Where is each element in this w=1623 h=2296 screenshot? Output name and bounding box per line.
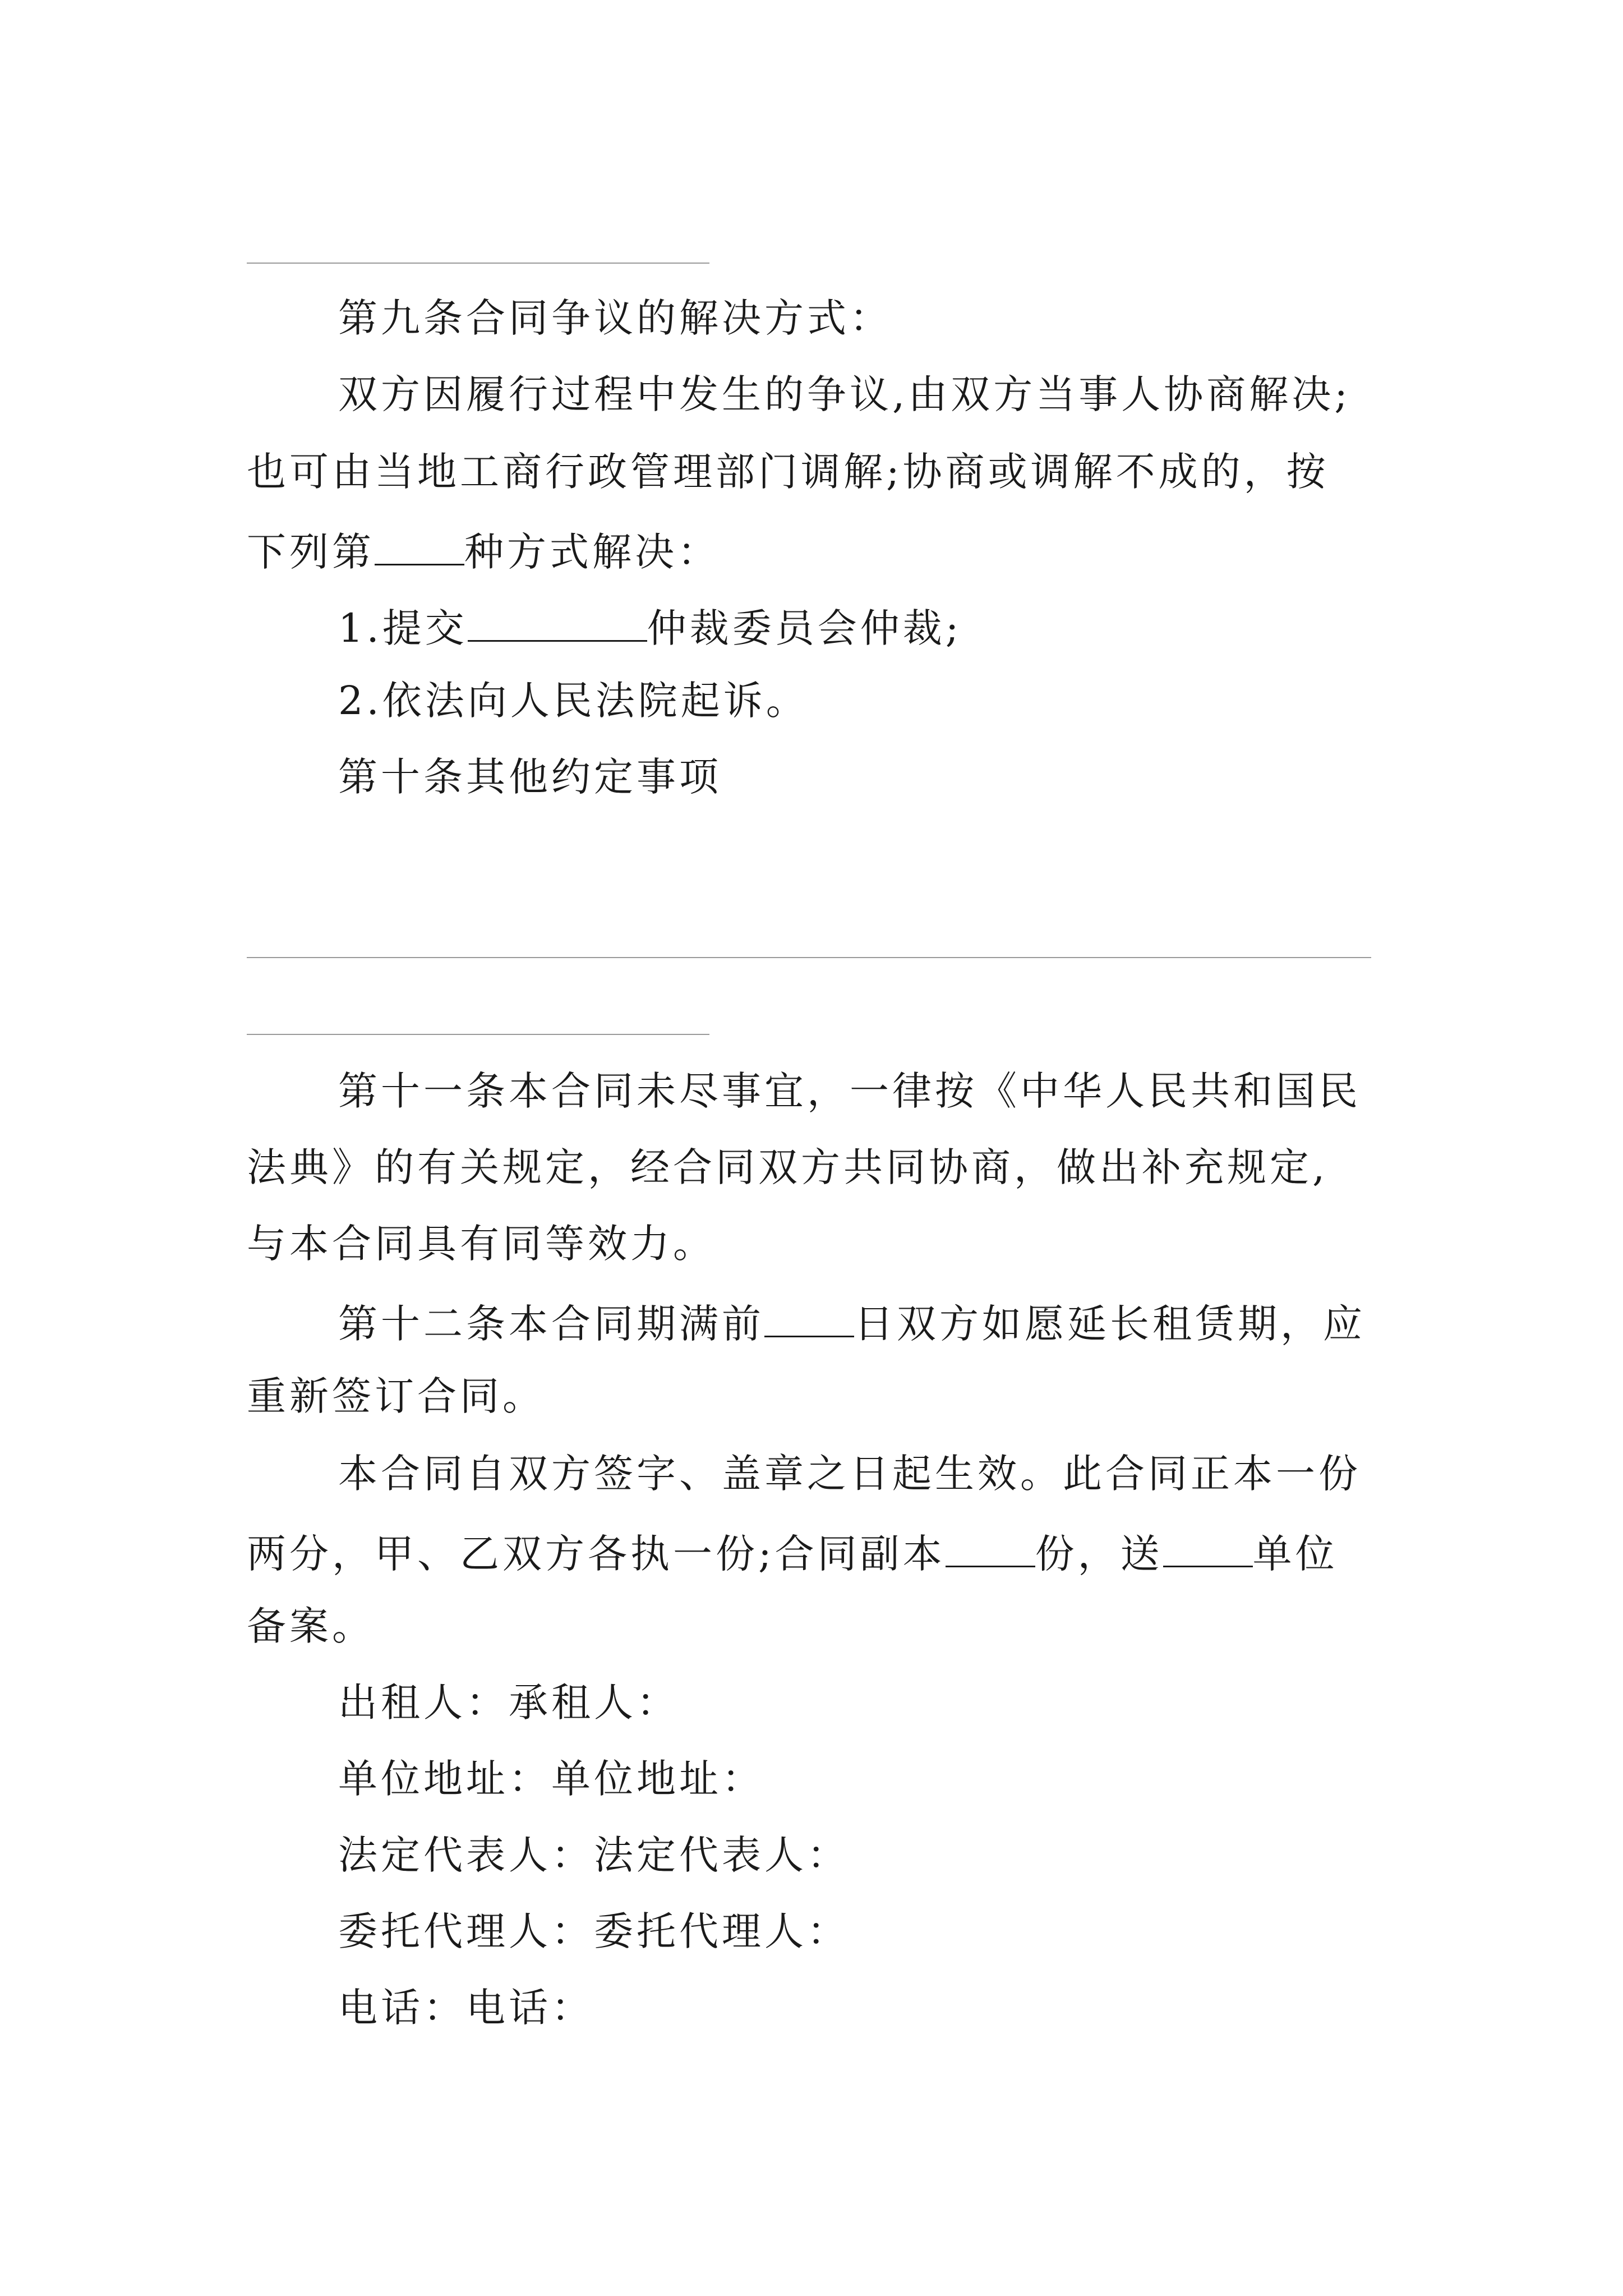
text-fragment: 种方式解决： (464, 529, 720, 575)
text-fragment: 仲裁委员会仲裁; (647, 605, 962, 651)
article-9-option-1 (338, 605, 962, 651)
article-9-text-line-2: 也可由当地工商行政管理部门调解;协商或调解不成的，按 (247, 449, 1329, 495)
article-9-text-line-1: 双方因履行过程中发生的争议,由双方当事人协商解决; (338, 371, 1351, 417)
fill-in-blank (375, 528, 464, 565)
article-12-line-1 (338, 1300, 1366, 1347)
effective-clause-line-3: 备案。 (247, 1603, 375, 1649)
text-fragment: 日双方如愿延长租赁期，应 (854, 1301, 1366, 1347)
divider-line (247, 957, 1371, 958)
text-fragment: 第十二条本合同期满前 (338, 1301, 764, 1347)
effective-clause-line-1: 本合同自双方签字、盖章之日起生效。此合同正本一份 (338, 1451, 1361, 1497)
fill-in-blank (764, 1300, 854, 1337)
fill-in-blank (468, 605, 647, 642)
text-fragment: 1.提交 (338, 605, 468, 651)
divider-line (247, 1034, 709, 1035)
signature-phone: 电话：电话： (338, 1985, 594, 2031)
article-10-title: 第十条其他约定事项 (338, 754, 722, 800)
divider-line (247, 263, 709, 264)
text-fragment: 两分，甲、乙双方各执一份;合同副本 (247, 1531, 946, 1577)
text-fragment: 下列第 (247, 529, 375, 575)
article-11-line-2: 法典》的有关规定，经合同双方共同协商，做出补充规定, (247, 1144, 1329, 1190)
text-fragment: 单位 (1252, 1531, 1338, 1577)
signature-address: 单位地址：单位地址： (338, 1756, 764, 1802)
fill-in-blank (1163, 1530, 1253, 1567)
fill-in-blank (946, 1530, 1035, 1567)
text-fragment: 份，送 (1035, 1531, 1163, 1577)
signature-lessor-lessee: 出租人：承租人： (338, 1680, 679, 1726)
effective-clause-line-2 (247, 1530, 1338, 1577)
article-9-title: 第九条合同争议的解决方式： (338, 295, 892, 341)
article-9-option-2: 2.依法向人民法院起诉。 (338, 678, 809, 724)
article-12-line-2: 重新签订合同。 (247, 1373, 545, 1419)
article-11-line-3: 与本合同具有同等效力。 (247, 1221, 716, 1267)
article-11-line-1: 第十一条本合同未尽事宜，一律按《中华人民共和国民 (338, 1068, 1361, 1114)
signature-authorized-agent: 委托代理人：委托代理人： (338, 1908, 850, 1954)
signature-legal-representative: 法定代表人：法定代表人： (338, 1832, 850, 1878)
article-9-text-line-3 (247, 528, 720, 575)
